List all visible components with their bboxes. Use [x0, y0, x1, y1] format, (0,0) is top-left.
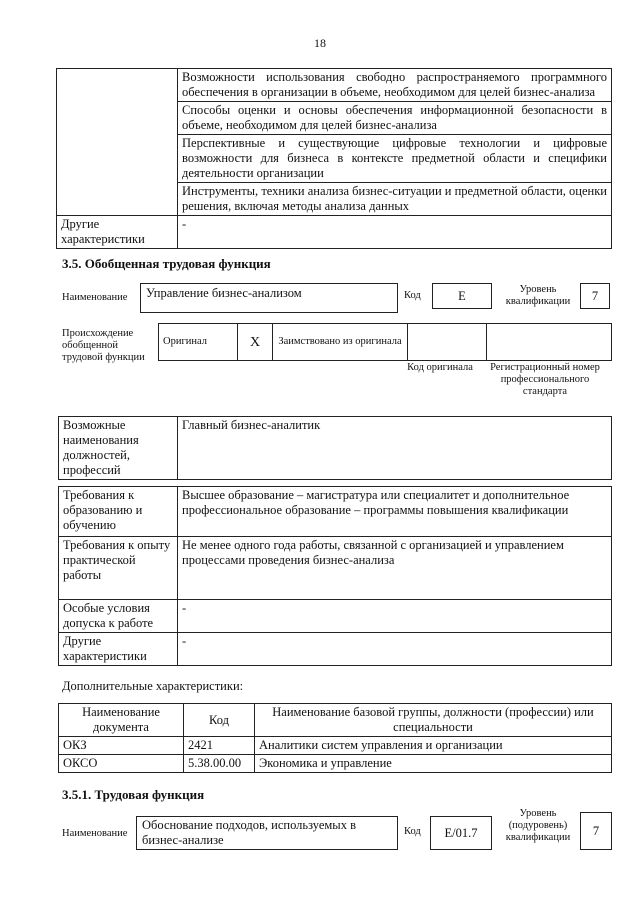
origin-table: [158, 323, 612, 361]
name-label: Наименование: [62, 828, 128, 839]
code-label: Код: [404, 826, 421, 837]
other-value: -: [178, 216, 612, 249]
level-value: 7: [580, 283, 610, 309]
section-heading: 3.5. Обобщенная трудовая функция: [62, 256, 271, 271]
table-row: [59, 487, 612, 537]
origin-original: Оригинал: [159, 324, 238, 361]
origin-label: Происхождение обобщенной трудовой функции: [62, 328, 145, 363]
table-row: [59, 633, 612, 666]
table-cell: Инструменты, техники анализа бизнес-ситуации и предметной области, оценки решения, включая методы анализа данных: [178, 183, 612, 216]
name-label: Наименование: [62, 292, 128, 303]
table-row: [159, 324, 612, 361]
table-row: [59, 600, 612, 633]
table-cell: Способы оценки и основы обеспечения информационной безопасности в объеме, необходимом для целей бизнес-анализа: [178, 102, 612, 135]
origin-mark: X: [238, 324, 273, 361]
header-cell: Код: [184, 704, 255, 737]
table-row: [59, 737, 612, 755]
code-label: Код: [404, 290, 421, 301]
table-cell: Экономика и управление: [255, 755, 612, 773]
table-header-row: [59, 704, 612, 737]
origin-code-cell: [408, 324, 487, 361]
level-label: Уровень квалификации: [505, 284, 571, 307]
requirements-table: [58, 486, 612, 666]
req-value: Высшее образование – магистратура или специалитет и дополнительное профессиональное образование – программы повышения квалификации: [178, 487, 612, 537]
extra-title: Дополнительные характеристики:: [62, 679, 244, 693]
table-cell: 5.38.00.00: [184, 755, 255, 773]
code-value: E/01.7: [430, 816, 492, 850]
req-label: Требования к опыту практической работы: [59, 537, 178, 600]
table-row: [57, 216, 612, 249]
req-value: Не менее одного года работы, связанной с организацией и управлением процессами проведения бизнес-анализа: [178, 537, 612, 600]
req-label: Требования к образованию и обучению: [59, 487, 178, 537]
req-value: -: [178, 600, 612, 633]
table-cell: Возможности использования свободно распространяемого программного обеспечения в организации в объеме, необходимом для целей бизнес-анализа: [178, 69, 612, 102]
positions-label: Возможные наименования должностей, профессий: [59, 417, 178, 480]
table-cell: Перспективные и существующие цифровые технологии и цифровые возможности для бизнеса в контексте предметной области и специфики деятельности организации: [178, 135, 612, 183]
req-value: -: [178, 633, 612, 666]
table-cell: ОКСО: [59, 755, 184, 773]
table-row: [59, 417, 612, 480]
name-value: Управление бизнес-анализом: [140, 283, 398, 313]
table-row: [59, 537, 612, 600]
table-cell: Аналитики систем управления и организации: [255, 737, 612, 755]
positions-table: [58, 416, 612, 480]
level-label: Уровень (подуровень) квалификации: [505, 808, 571, 843]
table-row: [57, 69, 612, 102]
level-value: 7: [580, 812, 612, 850]
page-number: 18: [314, 36, 326, 50]
origin-borrowed: Заимствовано из оригинала: [273, 324, 408, 361]
origin-code-caption: Код оригинала: [407, 362, 473, 373]
header-cell: Наименование документа: [59, 704, 184, 737]
section-heading: 3.5.1. Трудовая функция: [62, 787, 205, 802]
req-label: Другие характеристики: [59, 633, 178, 666]
table-cell: ОКЗ: [59, 737, 184, 755]
origin-reg-caption: Регистрационный номер профессионального стандарта: [490, 362, 600, 397]
origin-reg-cell: [487, 324, 612, 361]
code-value: E: [432, 283, 492, 309]
positions-value: Главный бизнес-аналитик: [178, 417, 612, 480]
other-label: Другие характеристики: [57, 216, 178, 249]
name-value: Обоснование подходов, используемых в бизнес-анализе: [136, 816, 398, 850]
extra-table: [58, 703, 612, 773]
header-cell: Наименование базовой группы, должности (профессии) или специальности: [255, 704, 612, 737]
knowledge-table: [56, 68, 612, 249]
req-label: Особые условия допуска к работе: [59, 600, 178, 633]
table-row: [59, 755, 612, 773]
table-cell-empty: [57, 69, 178, 216]
table-cell: 2421: [184, 737, 255, 755]
